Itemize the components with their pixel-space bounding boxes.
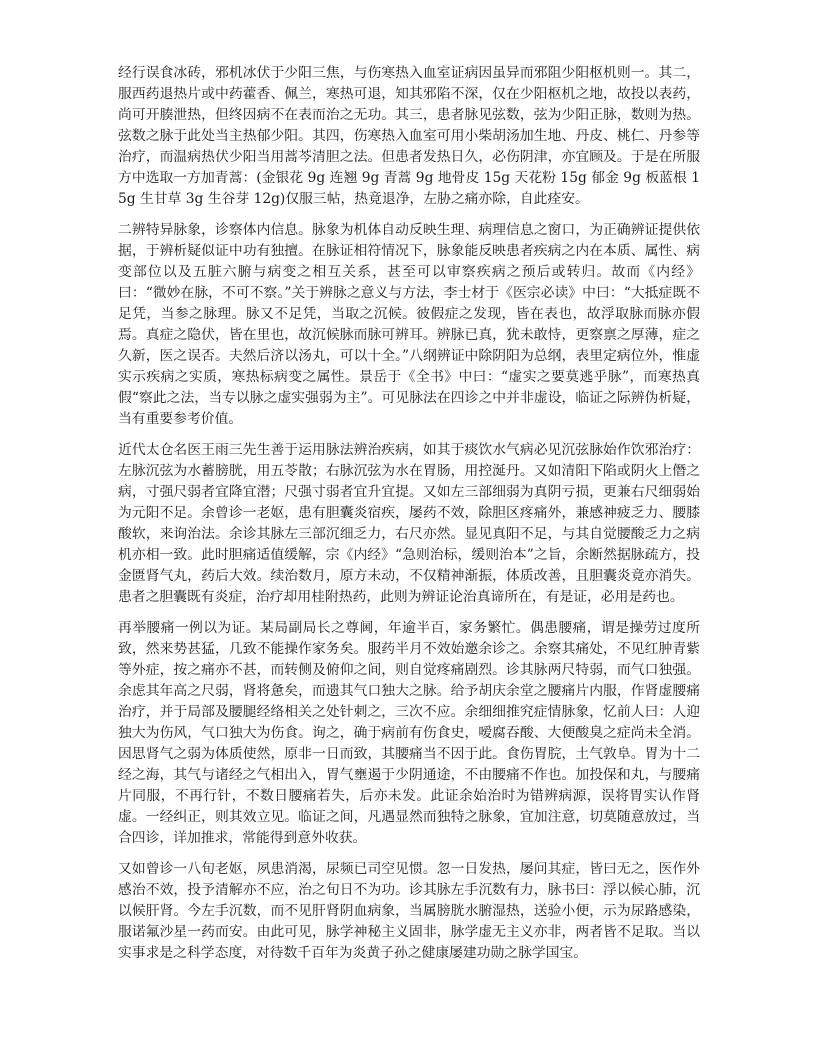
paragraph-wang-yusan-case: 近代太仓名医王雨三先生善于运用脉法辨治疾病，如其于痰饮水气病必见沉弦脉始作饮邪治疗：左脉沉弦为水蓄膀胱，用五苓散；右脉沉弦为水在胃肠，用控涎丹。又如清阳下陷或阴火上僭之病，寸强尺弱者宜降宜潜；尺强寸弱者宜升宜提。又如左三部细弱为真阴亏损，更兼右尺细弱始为元阳不足。余曾诊一老妪，患有胆囊炎宿疾，屡药不效，除胆区疼痛外，兼感神疲乏力、腰膝酸软，来询治法。余诊其脉左三部沉细乏力，右尺亦然。显见真阳不足，与其自觉腰酸乏力之病机亦相一致。此时胆痛适值缓解，宗《内经》“急则治标，缓则治本”之旨，余断然据脉疏方，投金匮肾气丸，药后大效。续治数月，原方未动，不仅精神渐振，体质改善，且胆囊炎竟亦消失。患者之胆囊既有炎症，治疗却用桂附热药，此则为辨证论治真谛所在，有是证，必用是药也。	[118, 442, 700, 605]
paragraph-pulse-differentiation: 二辨特异脉象，诊察体内信息。脉象为机体自动反映生理、病理信息之窗口，为正确辨证提供依据，于辨析疑似证中功有独擅。在脉证相符情况下，脉象能反映患者疾病之内在本质、属性、病变部位以及五脏六腑与病变之相互关系，甚至可以审察疾病之预后或转归。故而《内经》曰：“微妙在脉，不可不察。”关于辨脉之意义与方法，李士材于《医宗必读》中曰：“大抵症既不足凭，当参之脉理。脉又不足凭，当取之沉候。彼假症之发现，皆在表也，故浮取脉而脉亦假焉。真症之隐伏，皆在里也，故沉候脉而脉可辨耳。辨脉已真，犹未敢恃，更察禀之厚薄，症之久新，医之误否。夫然后济以汤丸，可以十全。”八纲辨证中除阴阳为总纲，表里定病位外，惟虚实示疾病之实质，寒热标病变之属性。景岳于《全书》中曰：“虚实之要莫逃乎脉”，而寒热真假“察此之法，当专以脉之虚实强弱为主”。可见脉法在四诊之中并非虚设，临证之际辨伪析疑，当有重要参考价值。	[118, 222, 700, 427]
paragraph-lumbago-case: 再举腰痛一例以为证。某局副局长之尊阃，年逾半百，家务繁忙。偶患腰痛，谓是操劳过度所致，然来势甚猛，几致不能操作家务矣。服药半月不效始邀余诊之。余察其痛处，不见红肿青紫等外症，按之痛亦不甚，而转侧及俯仰之间，则自觉疼痛剧烈。诊其脉两尺特弱，而气口独强。余虑其年高之尺弱，肾将惫矣，而遗其气口独大之脉。给予胡庆余堂之腰痛片内服，作肾虚腰痛治疗，并于局部及腰腿经络相关之处针刺之，三次不应。余细细推究症情脉象，忆前人曰：人迎独大为伤风，气口独大为伤食。询之，确于病前有伤食史，嗳腐吞酸、大便酸臭之症尚未全消。因思肾气之弱为体质使然，原非一日而致，其腰痛当不因于此。食伤胃脘，土气敦阜。胃为十二经之海，其气与诸经之气相出入，胃气壅遏于少阴通途，不由腰痛不作也。加投保和丸，与腰痛片同服，不再行针，不数日腰痛若失，后亦未发。此证余始治时为错辨病源，误将胃实认作肾虚。一经纠正，则其效立见。临证之间，凡遇显然而独特之脉象，宜加注意，切莫随意放过，当合四诊，详加推求，常能得到意外收获。	[118, 620, 700, 846]
paragraph-case-continuation: 经行误食冰砖，邪机冰伏于少阳三焦，与伤寒热入血室证病因虽异而邪阻少阳枢机则一。其二，服西药退热片或中药藿香、佩兰，寒热可退，知其邪陷不深，仅在少阳枢机之地，故投以表药，尚可开腠泄热，但终因病不在表而治之无功。其三，患者脉见弦数，弦为少阳正脉，数则为热。弦数之脉于此处当主热郁少阳。其四，伤寒热入血室可用小柴胡汤加生地、丹皮、桃仁、丹参等治疗，而温病热伏少阳当用蒿芩清胆之法。但患者发热日久，必伤阴津，亦宜顾及。于是在所服方中选取一方加青蒿：(金银花 9g 连翘 9g 青蒿 9g 地骨皮 15g 天花粉 15g 郁金 9g 板蓝根 15g 生甘草 3g 生谷芽 12g)仅服三帖，热竟退净，左胁之痛亦除，自此痊安。	[118, 65, 700, 207]
paragraph-elderly-fever-case: 又如曾诊一八旬老妪，夙患消渴，尿频已司空见惯。忽一日发热，屡问其症，皆曰无之，医作外感治不效，投予清解亦不应，治之旬日不为功。诊其脉左手沉数有力，脉书曰：浮以候心肺，沉以候肝肾。今左手沉数，而不见肝肾阴血病象，当属膀胱水腑湿热，送验小便，示为尿路感染，服诺氟沙星一药而安。由此可见，脉学神秘主义固非，脉学虚无主义亦非，两者皆不足取。当以实事求是之科学态度，对待数千百年为炎黄子孙之健康屡建功勋之脉学国宝。	[118, 861, 700, 961]
document-page	[118, 63, 700, 974]
